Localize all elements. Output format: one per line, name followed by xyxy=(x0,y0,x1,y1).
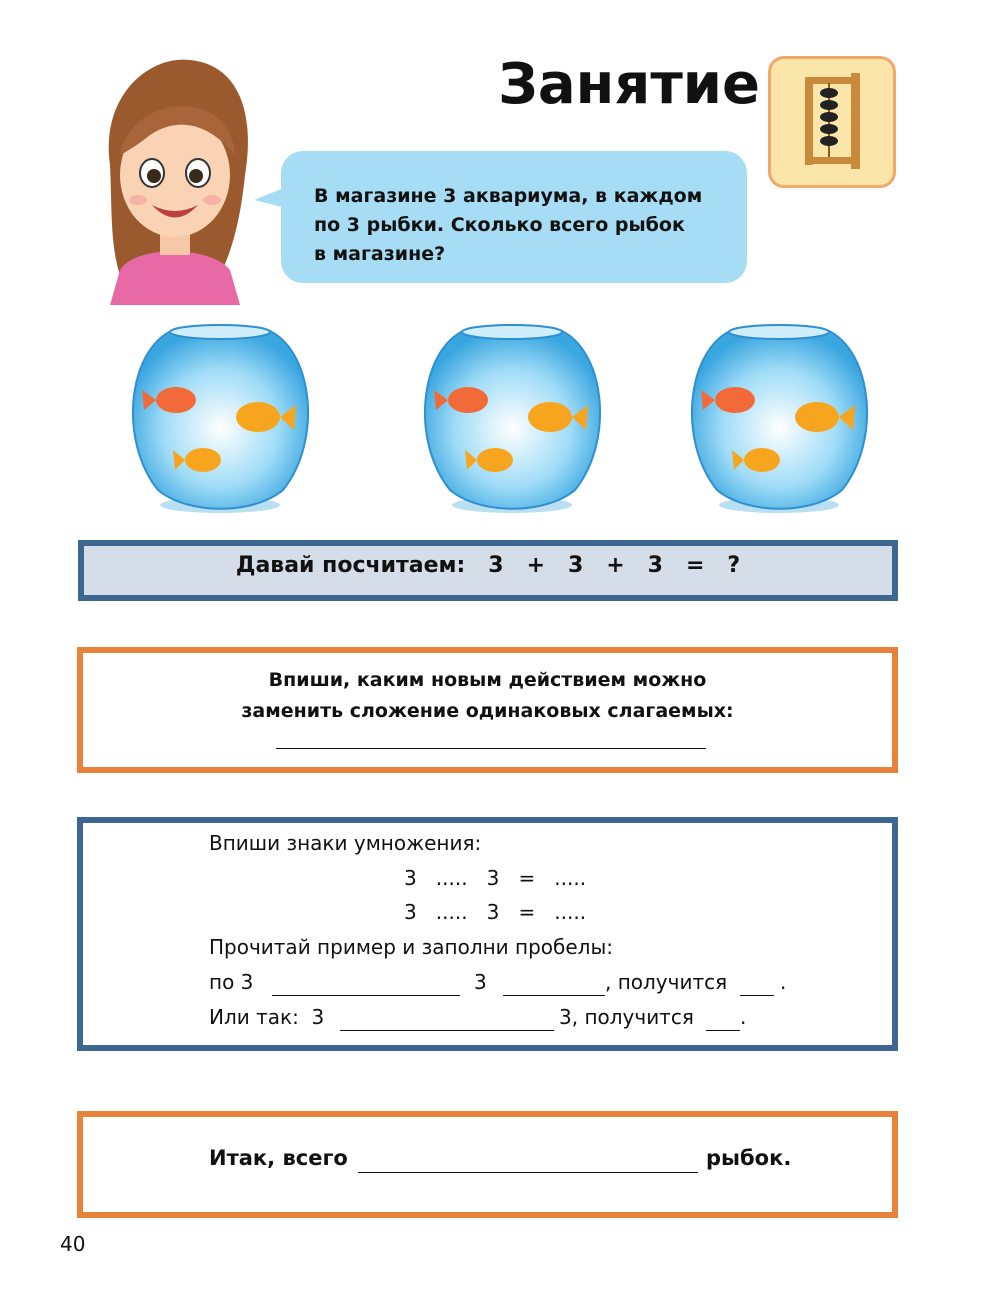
fishbowl-icon xyxy=(118,320,323,520)
practice-row-1: 3 ..... 3 = ..... xyxy=(404,866,587,890)
speech-bubble-text xyxy=(314,182,734,269)
count-label: Давай посчитаем: xyxy=(235,553,466,578)
speech-line: В магазине 3 аквариума, в каждом xyxy=(314,185,703,207)
count-expression: 3 + 3 + 3 = ? xyxy=(488,553,741,578)
answer-blank[interactable] xyxy=(272,995,460,996)
practice-row-2: 3 ..... 3 = ..... xyxy=(404,900,587,924)
line2-result-label: 3, получится xyxy=(559,1005,694,1029)
girl-illustration xyxy=(80,55,270,305)
line1-result-label: , получится xyxy=(605,970,728,994)
answer-blank[interactable] xyxy=(706,1030,740,1031)
page-number: 40 xyxy=(60,1232,86,1256)
page-title: Занятие xyxy=(498,52,760,117)
practice-box xyxy=(77,817,898,1051)
question-line: Впиши, каким новым действием можно xyxy=(268,669,707,691)
line2-end: . xyxy=(740,1005,747,1029)
answer-blank[interactable] xyxy=(358,1172,698,1173)
final-prefix: Итак, всего xyxy=(209,1146,348,1170)
question-text xyxy=(77,665,898,727)
question-line: заменить сложение одинаковых слагаемых: xyxy=(241,700,734,722)
answer-blank[interactable] xyxy=(340,1030,554,1031)
line1-end: . xyxy=(780,970,787,994)
fishbowl-icon xyxy=(410,320,615,520)
answer-blank[interactable] xyxy=(503,995,605,996)
line1-prefix: по 3 xyxy=(209,970,254,994)
count-text xyxy=(78,553,898,578)
read-heading: Прочитай пример и заполни пробелы: xyxy=(209,935,613,959)
speech-line: в магазине? xyxy=(314,243,446,265)
line2-prefix: Или так: 3 xyxy=(209,1005,325,1029)
final-suffix: рыбок. xyxy=(706,1146,792,1170)
abacus-icon xyxy=(771,59,893,185)
answer-blank[interactable] xyxy=(740,995,774,996)
line1-middle: 3 xyxy=(474,970,487,994)
practice-heading: Впиши знаки умножения: xyxy=(209,831,482,855)
lesson-badge xyxy=(768,56,896,188)
speech-line: по 3 рыбки. Сколько всего рыбок xyxy=(314,214,685,236)
answer-blank[interactable] xyxy=(276,748,706,749)
fishbowl-icon xyxy=(677,320,882,520)
